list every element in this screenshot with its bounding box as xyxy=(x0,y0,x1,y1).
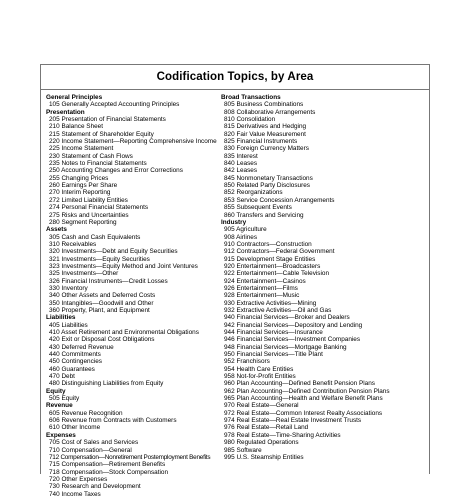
topic-item: 310 Receivables xyxy=(49,240,97,248)
topic-item: 944 Financial Services—Insurance xyxy=(224,329,323,336)
topic-item: 272 Limited Liability Entities xyxy=(49,196,128,204)
topic-item: 978 Real Estate—Time-Sharing Activities xyxy=(224,431,341,439)
topic-item: 330 Inventory xyxy=(49,284,88,292)
page-title: Codification Topics, by Area xyxy=(156,71,314,83)
topic-item: 976 Real Estate—Retail Land xyxy=(224,424,309,432)
topic-item: 960 Plan Accounting—Defined Benefit Pension Plans xyxy=(224,380,375,388)
topic-item: 855 Subsequent Events xyxy=(224,204,292,212)
topic-item: 220 Income Statement—Reporting Comprehensive Income xyxy=(49,138,217,146)
topic-item: 480 Distinguishing Liabilities from Equity xyxy=(49,380,164,388)
topic-item: 321 Investments—Equity Securities xyxy=(49,255,150,263)
topic-item: 845 Nonmonetary Transactions xyxy=(224,174,313,182)
topic-item: 835 Interest xyxy=(224,152,258,160)
area-heading: Equity xyxy=(46,387,66,395)
topic-item: 954 Health Care Entities xyxy=(224,365,294,373)
topic-item: 924 Entertainment—Casinos xyxy=(224,277,306,285)
topic-item: 305 Cash and Cash Equivalents xyxy=(49,233,141,241)
topic-item: 840 Leases xyxy=(224,160,258,168)
topic-item: 210 Balance Sheet xyxy=(49,123,104,131)
topic-item: 360 Property, Plant, and Equipment xyxy=(49,306,150,314)
topic-item: 712 Compensation—Nonretirement Postemployment Benefits xyxy=(49,453,211,461)
topic-item: 842 Leases xyxy=(224,167,258,175)
codification-table xyxy=(40,64,430,498)
topic-item: 912 Contractors—Federal Government xyxy=(224,248,335,256)
topic-item: 950 Financial Services—Title Plant xyxy=(224,351,323,359)
topic-item: 326 Financial Instruments—Credit Losses xyxy=(49,277,168,285)
topic-item: 105 Generally Accepted Accounting Principles xyxy=(49,101,180,109)
topic-item: 470 Debt xyxy=(49,373,75,381)
topic-item: 710 Compensation—General xyxy=(49,446,132,454)
topic-item: 430 Deferred Revenue xyxy=(49,343,114,351)
topic-item: 230 Statement of Cash Flows xyxy=(49,152,133,160)
topic-item: 350 Intangibles—Goodwill and Other xyxy=(49,299,154,307)
topic-item: 460 Guarantees xyxy=(49,365,95,373)
topic-item: 995 U.S. Steamship Entities xyxy=(224,453,304,461)
title-row xyxy=(41,65,429,90)
left-column xyxy=(46,94,221,498)
topic-item: 323 Investments—Equity Method and Joint Ventures xyxy=(49,262,198,270)
topic-item: 853 Service Concession Arrangements xyxy=(224,196,335,204)
topic-item: 610 Other Income xyxy=(49,424,101,432)
topic-item: 922 Entertainment—Cable Television xyxy=(224,270,330,278)
topic-item: 910 Contractors—Construction xyxy=(224,240,312,248)
topic-item: 850 Related Party Disclosures xyxy=(224,182,310,190)
topic-item: 320 Investments—Debt and Equity Securities xyxy=(49,248,178,256)
topic-item: 606 Revenue from Contracts with Customers xyxy=(49,417,177,425)
topic-item: 325 Investments—Other xyxy=(49,270,119,278)
topic-item: 985 Software xyxy=(224,446,262,454)
topic-item: 505 Equity xyxy=(49,395,80,403)
area-heading: Liabilities xyxy=(46,314,76,322)
topic-item: 235 Notes to Financial Statements xyxy=(49,160,147,168)
topic-item: 952 Franchisors xyxy=(224,358,270,366)
topic-item: 980 Regulated Operations xyxy=(224,439,299,447)
topic-item: 915 Development Stage Entities xyxy=(224,255,316,263)
topic-item: 958 Not-for-Profit Entities xyxy=(224,373,296,381)
topic-item: 274 Personal Financial Statements xyxy=(49,204,149,212)
topic-item: 225 Income Statement xyxy=(49,145,114,153)
area-heading: Industry xyxy=(221,218,247,226)
topic-item: 340 Other Assets and Deferred Costs xyxy=(49,292,156,300)
topic-item: 705 Cost of Sales and Services xyxy=(49,439,139,447)
topic-item: 815 Derivatives and Hedging xyxy=(224,123,307,131)
topic-item: 830 Foreign Currency Matters xyxy=(224,145,309,153)
area-heading: Presentation xyxy=(46,108,85,116)
topic-item: 808 Collaborative Arrangements xyxy=(224,108,316,116)
topic-item: 930 Extractive Activities—Mining xyxy=(224,299,317,307)
area-heading: General Principles xyxy=(46,94,103,101)
topic-item: 926 Entertainment—Films xyxy=(224,284,298,292)
topic-item: 972 Real Estate—Common Interest Realty Associations xyxy=(224,409,383,417)
area-heading: Broad Transactions xyxy=(221,94,281,101)
topic-item: 410 Asset Retirement and Environmental Obligations xyxy=(49,329,199,336)
area-heading: Assets xyxy=(46,226,67,234)
topic-item: 420 Exit or Disposal Cost Obligations xyxy=(49,336,155,344)
topic-item: 715 Compensation—Retirement Benefits xyxy=(49,461,166,469)
topic-item: 946 Financial Services—Investment Companies xyxy=(224,336,361,344)
topic-item: 942 Financial Services—Depository and Lending xyxy=(224,321,363,329)
topic-item: 962 Plan Accounting—Defined Contribution Pension Plans xyxy=(224,387,390,395)
topic-item: 820 Fair Value Measurement xyxy=(224,130,306,138)
topic-item: 450 Contingencies xyxy=(49,358,102,366)
topic-item: 405 Liabilities xyxy=(49,321,88,329)
topic-item: 852 Reorganizations xyxy=(224,189,283,197)
topic-item: 974 Real Estate—Real Estate Investment Trusts xyxy=(224,417,362,425)
topic-item: 740 Income Taxes xyxy=(49,490,101,498)
topic-item: 920 Entertainment—Broadcasters xyxy=(224,262,321,270)
topic-item: 718 Compensation—Stock Compensation xyxy=(49,468,169,476)
topic-item: 940 Financial Services—Broker and Dealers xyxy=(224,314,350,322)
topic-item: 205 Presentation of Financial Statements xyxy=(49,116,166,124)
topic-item: 948 Financial Services—Mortgage Banking xyxy=(224,343,347,351)
topic-item: 720 Other Expenses xyxy=(49,475,108,483)
topic-item: 730 Research and Development xyxy=(49,483,141,491)
topic-item: 440 Commitments xyxy=(49,351,101,359)
topic-item: 932 Extractive Activities—Oil and Gas xyxy=(224,306,332,314)
topic-item: 970 Real Estate—General xyxy=(224,402,299,410)
topic-item: 810 Consolidation xyxy=(224,116,276,124)
right-column xyxy=(221,94,426,461)
topic-item: 928 Entertainment—Music xyxy=(224,292,300,300)
topic-item: 860 Transfers and Servicing xyxy=(224,211,304,219)
topic-item: 260 Earnings Per Share xyxy=(49,182,118,190)
area-heading: Revenue xyxy=(46,402,73,410)
topic-item: 255 Changing Prices xyxy=(49,174,109,182)
topic-item: 250 Accounting Changes and Error Corrections xyxy=(49,167,183,175)
topic-item: 215 Statement of Shareholder Equity xyxy=(49,130,154,138)
topic-item: 905 Agriculture xyxy=(224,226,267,234)
topic-item: 908 Airlines xyxy=(224,233,258,241)
topic-item: 605 Revenue Recognition xyxy=(49,409,123,417)
topic-item: 280 Segment Reporting xyxy=(49,218,117,226)
topic-item: 965 Plan Accounting—Health and Welfare Benefit Plans xyxy=(224,395,383,403)
topic-item: 825 Financial Instruments xyxy=(224,138,298,146)
topic-item: 275 Risks and Uncertainties xyxy=(49,211,129,219)
topic-item: 270 Interim Reporting xyxy=(49,189,111,197)
area-heading: Expenses xyxy=(46,431,76,439)
topic-item: 805 Business Combinations xyxy=(224,101,304,109)
